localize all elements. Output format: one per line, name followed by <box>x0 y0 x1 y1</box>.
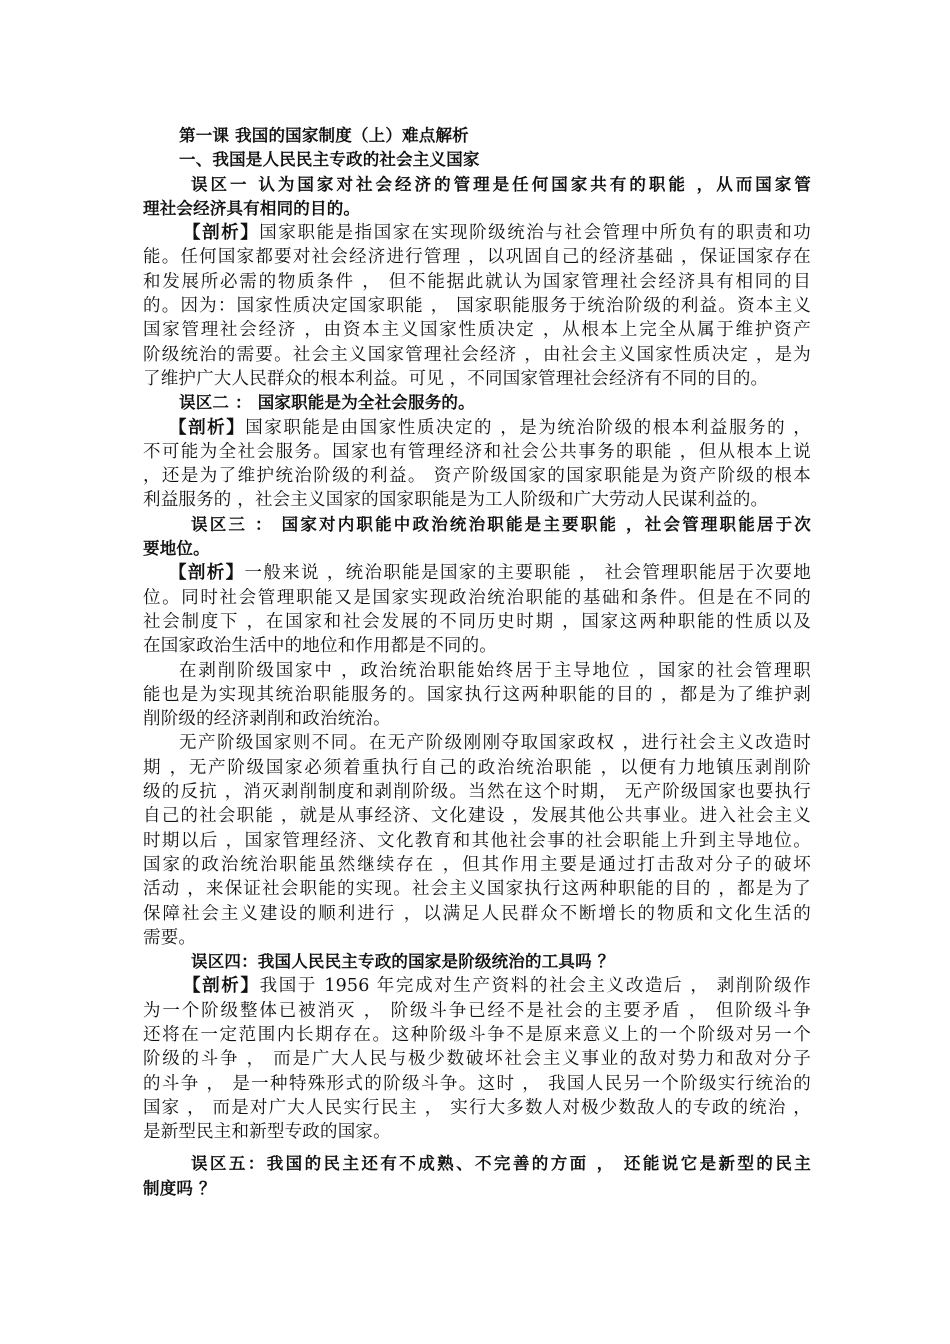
analysis-4 <box>143 974 811 1144</box>
document-title: 第一课 我国的国家制度（上）难点解析 <box>179 126 469 145</box>
myth-line: 误区四：我国人民民主专政的国家是阶级统治的工具吗 ？ <box>191 952 615 972</box>
paragraph-line: 在剥削阶级国家中 ，政治统治职能始终居于主导地位 ，国家的社会管理职 <box>179 660 811 681</box>
paragraph-exploiting-class <box>143 659 811 732</box>
paragraph-line: 阶级统治的需要。社会主义国家管理社会经济 ，由社会主义国家性质决定 ，是为 <box>143 344 811 365</box>
myth-line: 理社会经济具有相同的目的。 <box>143 198 361 218</box>
paragraph-line: 位。同时社会管理职能又是国家实现政治统治职能的基础和条件。但是在不同的 <box>143 587 811 608</box>
myth-5 <box>143 1152 811 1201</box>
myth-4 <box>143 950 811 974</box>
myth-1 <box>143 173 811 222</box>
paragraph-line: 期 ，无产阶级国家必须着重执行自己的政治统治职能 ，以便有力地镇压剥削阶 <box>143 757 811 778</box>
paragraph-line: 的。因为：国家性质决定国家职能 ， 国家职能服务于统治阶级的利益。资本主义 <box>143 296 811 317</box>
paragraph-line: 是新型民主和新型专政的国家。 <box>143 1122 391 1143</box>
paragraph-line: 和发展所必需的物质条件 ， 但不能据此就认为国家管理社会经济具有相同的目 <box>143 271 811 292</box>
myth-3 <box>143 513 811 562</box>
paragraph-line: 还将在一定范围内长期存在。这种阶级斗争不是原来意义上的一个阶级对另一个 <box>143 1024 811 1045</box>
paragraph-line: 活动 ，来保证社会职能的实现。社会主义国家执行这两种职能的目的 ，都是为了 <box>143 879 811 900</box>
paragraph-line: ，还是为了维护统治阶级的利益。 资产阶级国家的国家职能是为资产阶级的根本 <box>143 466 811 487</box>
paragraph-line: 的斗争 ， 是一种特殊形式的阶级斗争。这时 ， 我国人民另一个阶级实行统治的 <box>143 1073 811 1094</box>
analysis-first-line <box>143 416 811 440</box>
paragraph-line: 国家管理社会经济 ，由资本主义国家性质决定 ，从根本上完全从属于维护资产 <box>143 320 811 341</box>
paragraph-line: 社会制度下 ，在国家和社会发展的不同历史时期 ，国家这两种职能的性质以及 <box>143 611 811 632</box>
analysis-3 <box>143 561 811 658</box>
paragraph-line: 为一个阶级整体已被消灭 ， 阶级斗争已经不是社会的主要矛盾 ， 但阶级斗争 <box>143 1000 811 1021</box>
paragraph-line: 阶级的斗争 ， 而是广大人民与极少数破坏社会主义事业的敌对势力和敌对分子 <box>143 1049 811 1070</box>
myth-line: 误区一 认为国家对社会经济的管理是任何国家共有的职能 ，从而国家管 <box>191 174 811 194</box>
myth-line: 制度吗 ？ <box>143 1178 216 1198</box>
myth-2 <box>143 391 811 415</box>
myth-line: 误区五：我国的民主还有不成熟、不完善的方面 ， 还能说它是新型的民主 <box>191 1154 811 1174</box>
analysis-text: 一般来说 ，统治职能是国家的主要职能 ， 社会管理职能居于次要地 <box>244 563 811 584</box>
analysis-first-line <box>143 221 811 245</box>
analysis-first-line <box>143 561 811 585</box>
section-heading: 一、我国是人民民主专政的社会主义国家 <box>179 150 480 170</box>
paragraph-line: 能。任何国家都要对社会经济进行管理 ，以巩固自己的经济基础 ，保证国家存在 <box>143 247 811 268</box>
myth-line: 误区二 ： 国家职能是为全社会服务的。 <box>179 393 475 413</box>
paragraph-line: 削阶级的经济剥削和政治统治。 <box>143 709 391 730</box>
paragraph-proletariat <box>143 731 811 950</box>
paragraph-line: 国家 ， 而是对广大人民实行民主 ， 实行大多数人对极少数敌人的专政的统治 ， <box>143 1097 811 1118</box>
analysis-tag: 【剖析】 <box>183 976 260 997</box>
paragraph-line: 在国家政治生活中的地位和作用都是不同的。 <box>143 636 497 657</box>
paragraph-line: 保障社会主义建设的顺利进行 ，以满足人民群众不断增长的物质和文化生活的 <box>143 903 811 924</box>
paragraph-line: 需要。 <box>143 927 197 948</box>
analysis-tag: 【剖析】 <box>169 563 245 584</box>
myth-line: 误区三 ： 国家对内职能中政治统治职能是主要职能 ，社会管理职能居于次 <box>191 514 811 534</box>
paragraph-line: 自己的社会职能 ，就是从事经济、文化建设 ，发展其他公共事业。进入社会主义 <box>143 806 811 827</box>
paragraph-line: 利益服务的 ，社会主义国家的国家职能是为工人阶级和广大劳动人民谋利益的。 <box>143 490 769 511</box>
paragraph-line: 能也是为实现其统治职能服务的。国家执行这两种职能的目的 ，都是为了维护剥 <box>143 684 811 705</box>
analysis-text: 国家职能是指国家在实现阶级统治与社会管理中所负有的职责和功 <box>259 223 811 244</box>
analysis-text: 我国于 1956 年完成对生产资料的社会主义改造后 ， 剥削阶级作 <box>259 976 811 997</box>
analysis-tag: 【剖析】 <box>169 417 246 438</box>
analysis-text: 国家职能是由国家性质决定的 ，是为统治阶级的根本利益服务的 ， <box>245 417 811 438</box>
paragraph-line: 级的反抗 ，消灭剥削制度和剥削阶级。当然在这个时期， 无产阶级国家也要执行 <box>143 782 811 803</box>
paragraph-line: 国家的政治统治职能虽然继续存在 ，但其作用主要是通过打击敌对分子的破坏 <box>143 854 811 875</box>
analysis-first-line <box>143 974 811 998</box>
paragraph-line: 时期以后 ，国家管理经济、文化教育和其他社会事的社会职能上升到主导地位。 <box>143 830 811 851</box>
paragraph-line: 了维护广大人民群众的根本利益。可见 ，不同国家管理社会经济有不同的目的。 <box>143 368 769 389</box>
analysis-1 <box>143 221 811 391</box>
analysis-2 <box>143 416 811 513</box>
myth-line: 要地位。 <box>143 539 210 559</box>
paragraph-line: 无产阶级国家则不同。在无产阶级刚刚夺取国家政权 ，进行社会主义改造时 <box>179 733 811 754</box>
paragraph-line: 不可能为全社会服务。国家也有管理经济和社会公共事务的职能 ，但从根本上说 <box>143 441 811 462</box>
analysis-tag: 【剖析】 <box>183 223 260 244</box>
document-page <box>143 124 811 1201</box>
